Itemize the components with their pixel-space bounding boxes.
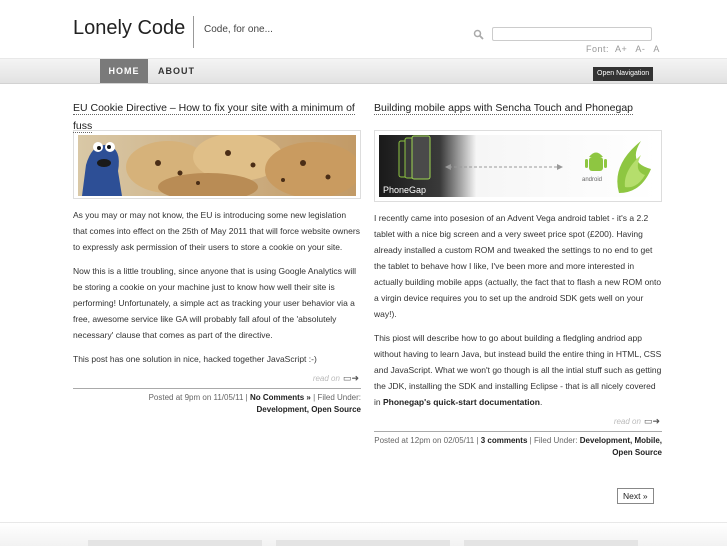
post-meta [374, 431, 662, 459]
phonegap-logo-text: PhoneGap [383, 185, 427, 195]
post-paragraph: I recently came into posesion of an Advent Vega android tablet - it's a 2.2 tablet with a nice big screen and a very sweet price spot (£200). Having already installed a custom ROM and tweaked the settings to no end to get the tablet to behave how I like, I've been more and more interested in actually building mobile apps (actually, the fact that to flash a new ROM onto a virgin device requires you to set up the android SDK gets well on your way!). [374, 213, 662, 319]
post-thumbnail[interactable] [374, 130, 662, 202]
category-links[interactable]: Development, Open Source [256, 405, 361, 414]
header-divider [193, 16, 194, 48]
post-eu-cookie [73, 98, 361, 416]
post-date: Posted at 9pm on 11/05/11 | [148, 393, 248, 402]
footer-widget [88, 540, 262, 546]
filed-under-label: | Filed Under: [529, 436, 578, 445]
filed-under-label: | Filed Under: [313, 393, 361, 402]
search-input[interactable] [492, 27, 652, 41]
nav-item-home[interactable]: HOME [100, 59, 148, 83]
font-reset-button[interactable]: A [653, 44, 660, 54]
read-on-link[interactable] [374, 416, 662, 427]
comments-label: No Comments » [249, 393, 311, 402]
post-thumbnail[interactable] [73, 130, 361, 199]
post-title[interactable]: EU Cookie Directive – How to fix your site with a minimum of fuss [73, 102, 355, 132]
read-on-label: read on [312, 374, 340, 383]
android-logo-text: android [582, 177, 603, 183]
font-larger-button[interactable]: A+ [615, 44, 628, 54]
font-smaller-button[interactable]: A- [635, 44, 646, 54]
post-title[interactable]: Building mobile apps with Sencha Touch and Phonegap [374, 102, 633, 114]
comments-link[interactable] [250, 393, 311, 402]
next-page-button[interactable]: Next » [617, 488, 654, 504]
phonegap-android-image [379, 135, 657, 197]
footer-widget [464, 540, 638, 546]
read-on-arrow-icon: ▭➜ [342, 373, 359, 383]
read-on-label: read on [613, 417, 641, 426]
font-size-tools [586, 44, 660, 54]
post-paragraph: This post has one solution in nice, hacked together JavaScript :-) [73, 354, 317, 364]
post-paragraph: Now this is a little troubling, since anyone that is using Google Analytics will be storing a cookie on your machine just to know how well their site is performing! Unfortunately, a simple act as tracking your user behavior via a free, awesome service like GA will probably fall afoul of the 'absolutely necessary' clause that comes as part of the directive. [73, 266, 357, 340]
font-label: Font: [586, 44, 610, 54]
site-title[interactable]: Lonely Code [73, 17, 186, 39]
phonegap-docs-link[interactable]: Phonegap's quick-start documentation [383, 397, 540, 407]
comments-link[interactable] [481, 436, 528, 445]
post-meta [73, 388, 361, 416]
search-icon[interactable] [473, 29, 484, 40]
site-tagline: Code, for one... [204, 24, 273, 35]
post-paragraph: This piost will describe how to go about building a fledgling andriod app without having to learn Java, but instead build the entire thing in HTML, CSS and JavaScript. What we won't go though is all the intial stuff such as getting the JDK, installing the SDK and installing Eclipse - that is all nicely covered in Phonegap's quick-start documentation. [374, 333, 662, 407]
post-date: Posted at 12pm on 02/05/11 | [374, 436, 479, 445]
read-on-link[interactable] [73, 373, 361, 384]
footer-widget [276, 540, 450, 546]
post-paragraph: As you may or may not know, the EU is introducing some new legislation that comes into effect on the 25th of May 2011 that will force website owners to expressly ask permission of their users to store a cookie on your site. [73, 210, 360, 252]
cookie-monster-image [78, 135, 356, 196]
category-links[interactable]: Development, Mobile, Open Source [579, 436, 662, 457]
nav-item-about[interactable]: ABOUT [158, 66, 195, 76]
post-sencha-phonegap [374, 98, 662, 459]
main-navbar [0, 58, 727, 84]
open-navigation-button[interactable]: Open Navigation [593, 67, 653, 81]
post-paragraph-text: This piost will describe how to go about building a fledgling andriod app without having to learn Java, but instead build the entire thing in HTML, CSS and JavaScript. What we won't go though is all the intial stuff such as getting the JDK, installing the SDK and installing Eclipse - that is all nicely covered in [374, 333, 662, 407]
comments-label: 3 comments [480, 436, 528, 445]
footer [0, 522, 727, 546]
read-on-arrow-icon: ▭➜ [643, 416, 660, 426]
